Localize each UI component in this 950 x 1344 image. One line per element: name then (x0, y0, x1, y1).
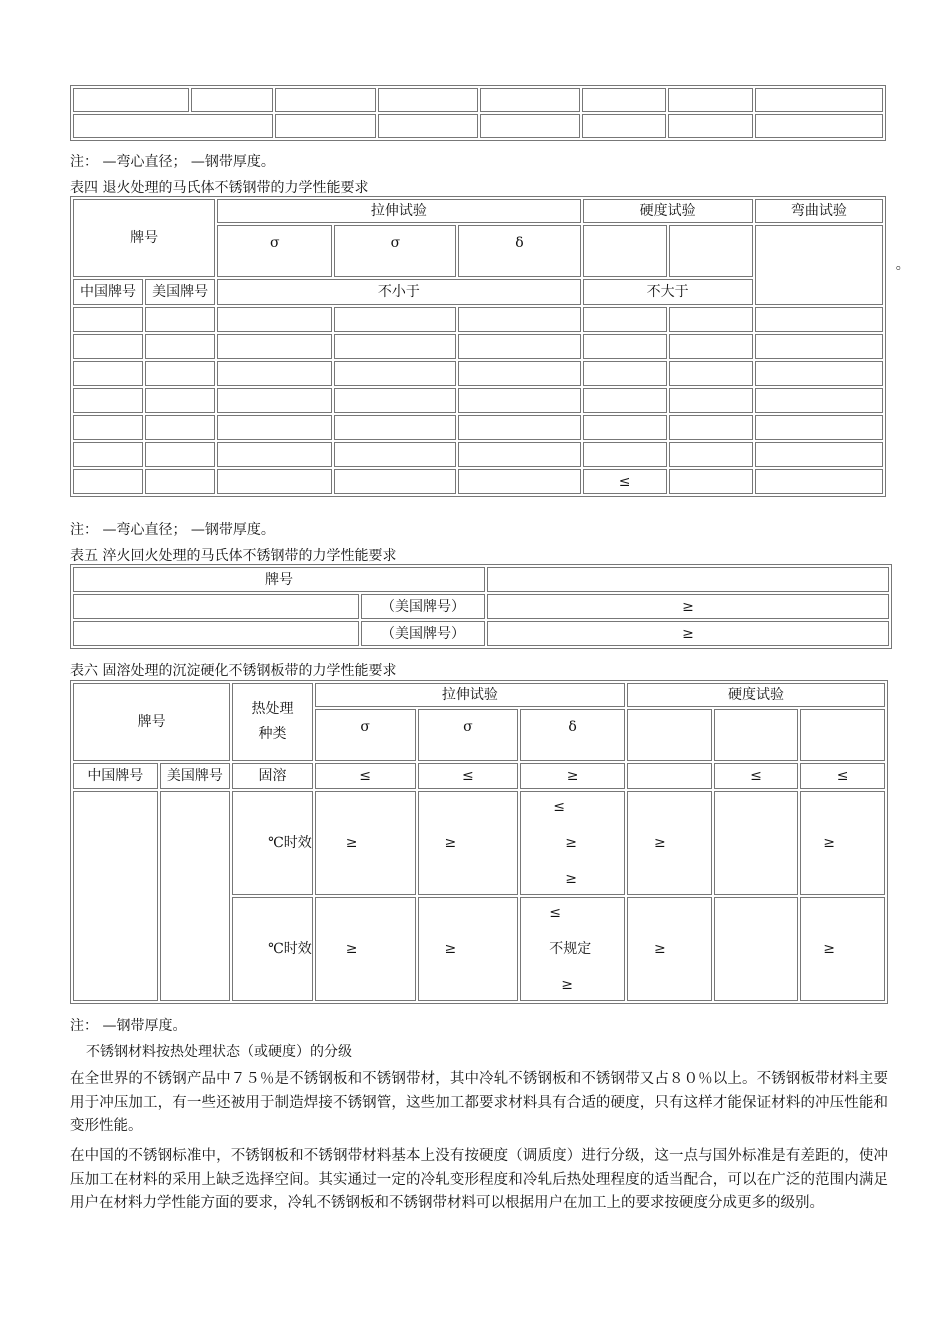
t6-r2-geq-2: ≥ (418, 791, 519, 895)
t4-tensile: 拉伸试验 (217, 199, 580, 223)
t4-degree: 。 (755, 225, 883, 305)
t6-r3-geq-3: ≥ (627, 897, 712, 1001)
note-2: 注： —弯心直径； —钢带厚度。 (70, 522, 275, 538)
table-row (73, 307, 883, 332)
table-row (73, 114, 883, 138)
table6-caption: 表六 固溶处理的沉淀硬化不锈钢板带的力学性能要求 (70, 663, 397, 679)
t6-r2-leq: ≤ (553, 799, 565, 815)
t6-aging-2: ℃时效 (232, 897, 313, 1001)
paragraph-2: 在中国的不锈钢标准中，不锈钢板和不锈钢带材料基本上没有按硬度（调质度）进行分级，这一点与国外标准是有差距的，使冲压加工在材料的采用上缺乏选择空间。其实通过一定的冷轧变形程度和冷轧后热处理程度的适当配合，可以在广泛的范围内满足用户在材料力学性能方面的要求，冷轧不锈钢板和不锈钢带材料可以根据用户在加工上的要求按硬度分成更多的级别。 (70, 1148, 888, 1211)
t6-delta: δ (520, 709, 625, 761)
note-3: 注： —钢带厚度。 (70, 1018, 187, 1034)
t6-cn-brand: 中国牌号 (73, 763, 158, 789)
t6-heat-type-line-1: 热处理 (251, 701, 294, 717)
table-row (73, 469, 883, 494)
t6-r2-geq-3: ≥ (627, 791, 712, 895)
t4-brand: 牌号 (73, 199, 215, 277)
t5-brand: 牌号 (73, 567, 485, 592)
t4-not-more: 不大于 (583, 279, 753, 305)
t5-geq-1: ≥ (487, 594, 889, 619)
t6-r1-leq-1: ≤ (315, 763, 416, 789)
t6-r3-geq-bottom: ≥ (561, 977, 573, 993)
table-row (73, 763, 885, 789)
t6-r1-leq-2: ≤ (418, 763, 519, 789)
t4-cn-brand: 中国牌号 (73, 279, 143, 305)
t6-r2-geq-1: ≥ (315, 791, 416, 895)
t5-us-1: （美国牌号） (361, 594, 485, 619)
t4-bending: 弯曲试验 (755, 199, 883, 223)
t6-r1-leq-4: ≤ (800, 763, 885, 789)
t4-delta: δ (458, 225, 580, 277)
t6-heat-type-line-2: 种类 (258, 726, 287, 742)
table-row (73, 388, 883, 413)
table-top (70, 85, 886, 141)
paragraph-1: 在全世界的不锈钢产品中７５％是不锈钢板和不锈钢带材，其中冷轧不锈钢板和不锈钢带又占８０％以上。不锈钢板带材料主要用于冲压加工，有一些还被用于制造焊接不锈钢管，这些加工都要求材料具有合适的硬度，只有这样才能保证材料的冲压性能和变形性能。 (70, 1071, 888, 1134)
t6-r1-leq-3: ≤ (714, 763, 799, 789)
t6-sigma-2: σ (418, 709, 519, 761)
table-row (73, 594, 889, 619)
table-5 (70, 564, 892, 649)
t4-leq: ≤ (583, 469, 667, 494)
t6-r3-delta-stack (521, 904, 624, 994)
table-6 (70, 680, 888, 1004)
t6-r3-geq-2: ≥ (418, 897, 519, 1001)
t5-geq-2: ≥ (487, 621, 889, 646)
t6-brand: 牌号 (73, 683, 230, 761)
t4-hardness: 硬度试验 (583, 199, 753, 223)
t6-r3-geq-4: ≥ (800, 897, 885, 1001)
t6-r3-leq: ≤ (549, 905, 561, 921)
t6-aging-1: ℃时效 (232, 791, 313, 895)
table-row (73, 791, 885, 895)
note-1: 注： —弯心直径； —钢带厚度。 (70, 154, 275, 170)
t6-tensile: 拉伸试验 (315, 683, 625, 707)
t5-us-2: （美国牌号） (361, 621, 485, 646)
table-row (73, 442, 883, 467)
t6-heat-type (232, 683, 313, 761)
t6-r2-delta-stack (521, 798, 624, 888)
table-row (73, 621, 889, 646)
table-row (73, 334, 883, 359)
t6-hardness: 硬度试验 (627, 683, 885, 707)
t6-r3-geq-1: ≥ (315, 897, 416, 1001)
t6-solution: 固溶 (232, 763, 313, 789)
t6-r1-geq: ≥ (520, 763, 625, 789)
t6-r2-geq-4: ≥ (800, 791, 885, 895)
t4-sigma-1: σ (217, 225, 332, 277)
table-row (73, 415, 883, 440)
t6-r2-geq-bottom: ≥ (565, 871, 577, 887)
table5-caption: 表五 淬火回火处理的马氏体不锈钢带的力学性能要求 (70, 548, 397, 564)
t6-r2-geq-mid: ≥ (565, 835, 577, 851)
section-title: 不锈钢材料按热处理状态（或硬度）的分级 (86, 1044, 352, 1060)
t4-us-brand: 美国牌号 (145, 279, 215, 305)
table4-caption: 表四 退火处理的马氏体不锈钢带的力学性能要求 (70, 180, 369, 196)
table-4 (70, 196, 910, 497)
t6-sigma-1: σ (315, 709, 416, 761)
table-row (73, 88, 883, 112)
table-row (73, 361, 883, 386)
t6-us-brand: 美国牌号 (160, 763, 231, 789)
t4-sigma-2: σ (334, 225, 456, 277)
t4-not-less: 不小于 (217, 279, 580, 305)
t6-r3-not-specified: 不规定 (549, 941, 592, 957)
